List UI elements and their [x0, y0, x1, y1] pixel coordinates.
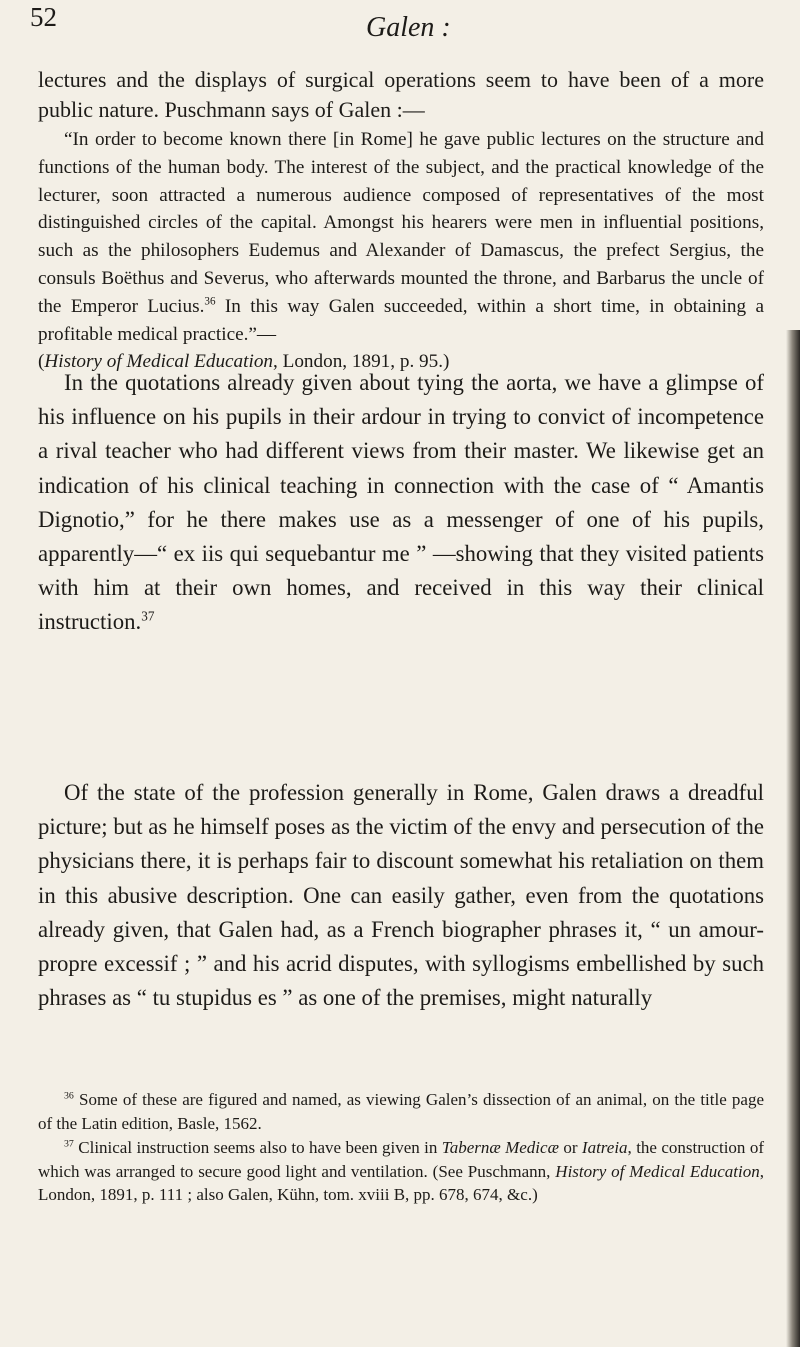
footnote-37-number: 37	[64, 1138, 74, 1150]
aorta-paragraph	[38, 366, 764, 640]
source-title: History of Medical Education	[44, 351, 274, 373]
rome-paragraph	[38, 776, 764, 1015]
footnote-36	[38, 1088, 764, 1135]
footnote-ref-37: 37	[141, 608, 155, 624]
page-number: 52	[30, 2, 57, 32]
footnote-37-italic-b: Iatreia	[581, 1138, 628, 1157]
rome-text: Of the state of the profession generally in Rome, Galen draws a dreadful picture; but as he himself poses as the victim of the envy and persecution of the physicians there, it is perhaps fair to discount somewhat his retaliation on them in this abusive description. One can easily gather, even from the quotations already given, that Galen had, as a French biographer phrases it, “ un amour-propre excessif ; ” and his acrid disputes, with syllogisms embellished by such phrases as “ tu stupidus es ” as one of the premises, might naturally	[38, 780, 764, 1011]
source-details: , London, 1891, p. 95.)	[273, 351, 450, 373]
page-edge-shadow	[786, 330, 800, 1347]
footnote-37-text-a: Clinical instruction seems also to have been given in	[73, 1138, 442, 1157]
source-paren: (	[38, 351, 45, 373]
puschmann-quote	[38, 126, 764, 376]
footnote-37	[38, 1136, 764, 1207]
footnote-36-text: Some of these are figured and named, as viewing Galen’s dissection of an animal, on the title page of the Latin edition, Basle, 1562.	[38, 1090, 764, 1133]
intro-paragraph	[38, 65, 764, 125]
aorta-text: In the quotations already given about tying the aorta, we have a glimpse of his influence on his pupils in their ardour in trying to convict of incompetence a rival teacher who had different views from their master. We likewise get an indication of his clinical teaching in connection with the case of “ Amantis Dignotio,” for he there makes use as a messenger of one of his pupils, apparently—“ ex iis qui sequebantur me ” —showing that they visited patients with him at their own homes, and received in this way their clinical instruction.	[38, 370, 764, 635]
footnote-37-text-d: , London, 1891, p. 111 ; also Galen, Kühn, tom. xviii B, pp. 678, 674, &c.)	[38, 1161, 764, 1205]
running-head: Galen :	[366, 12, 451, 43]
intro-text: lectures and the displays of surgical operations seem to have been of a more public nature. Puschmann says of Galen :—	[38, 67, 764, 122]
quote-text-continued: In this way Galen succeeded, within a short time, in obtaining a profitable medical practice.”—	[38, 295, 764, 345]
footnote-37-text-c: , the construction of which was arranged to secure good light and ventilation. (See Puschmann,	[38, 1138, 764, 1181]
footnote-36-number: 36	[64, 1090, 74, 1102]
footnote-37-text-b: or	[558, 1138, 582, 1157]
footnote-37-italic-c: History of Medical Education	[555, 1161, 760, 1181]
footnote-37-italic-a: Tabernæ Medicæ	[441, 1138, 559, 1157]
quote-text: “In order to become known there [in Rome] he gave public lectures on the structure and functions of the human body. The interest of the subject, and the practical knowledge of the lecturer, soon attracted a numerous audience composed of representatives of the most distinguished circles of the capital. Amongst his hearers were men in influential positions, such as the philosophers Eudemus and Alexander of Damascus, the prefect Sergius, the consuls Boëthus and Severus, who afterwards mounted the throne, and Barbarus the uncle of the Emperor Lucius.	[38, 129, 764, 317]
footnote-ref-36: 36	[204, 295, 216, 308]
